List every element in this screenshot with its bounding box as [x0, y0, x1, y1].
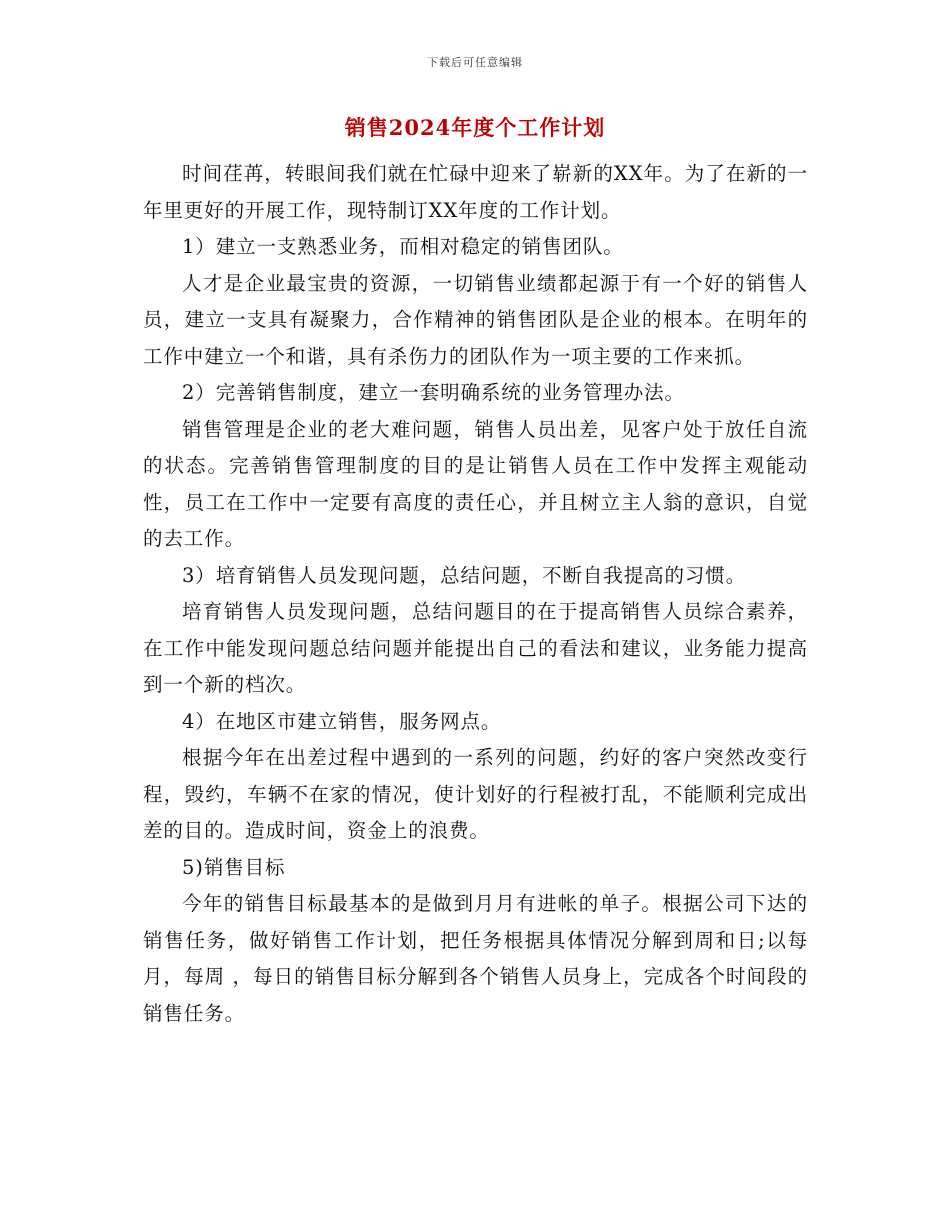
header-note: 下载后可任意编辑: [427, 56, 523, 69]
paragraph-item-1-body: 人才是企业最宝贵的资源，一切销售业绩都起源于有一个好的销售人员，建立一支具有凝聚力，合作精神的销售团队是企业的根本。在明年的工作中建立一个和谐，具有杀伤力的团队作为一项主要的工作来抓。: [143, 271, 808, 368]
paragraph-item-1-heading: 1）建立一支熟悉业务，而相对稳定的销售团队。: [182, 235, 624, 258]
document-title: 销售2024年度个工作计划: [344, 115, 606, 140]
paragraph-item-2-heading: 2）完善销售制度，建立一套明确系统的业务管理办法。: [182, 381, 685, 404]
paragraph-item-3-heading: 3）培育销售人员发现问题，总结问题，不断自我提高的习惯。: [182, 563, 747, 587]
paragraph-item-4-heading: 4）在地区市建立销售，服务网点。: [182, 709, 502, 733]
paragraph-item-5-body: 今年的销售目标最基本的是做到月月有进帐的单子。根据公司下达的销售任务，做好销售工作计划，把任务根据具体情况分解到周和日;以每月，每周 ，每日的销售目标分解到各个销售人员身上，完成各个时间段的销售任务。: [143, 892, 808, 1025]
paragraph-item-3-body: 培育销售人员发现问题，总结问题目的在于提高销售人员综合素养，在工作中能发现问题总结问题并能提出自己的看法和建议，业务能力提高到一个新的档次。: [143, 600, 808, 696]
paragraph-item-2-body: 销售管理是企业的老大难问题，销售人员出差，见客户处于放任自流的状态。完善销售管理制度的目的是让销售人员在工作中发挥主观能动性，员工在工作中一定要有高度的责任心，并且树立主人翁的意识，自觉的去工作。: [143, 417, 808, 550]
paragraph-item-5-heading: 5)销售目标: [182, 855, 286, 879]
paragraph-intro: 时间荏苒，转眼间我们就在忙碌中迎来了崭新的XX年。为了在新的一年里更好的开展工作，现特制订XX年度的工作计划。: [143, 162, 808, 222]
paragraph-item-4-body: 根据今年在出差过程中遇到的一系列的问题，约好的客户突然改变行程，毁约，车辆不在家的情况，使计划好的行程被打乱，不能顺利完成出差的目的。造成时间，资金上的浪费。: [143, 746, 808, 842]
document-body: [143, 156, 808, 1032]
